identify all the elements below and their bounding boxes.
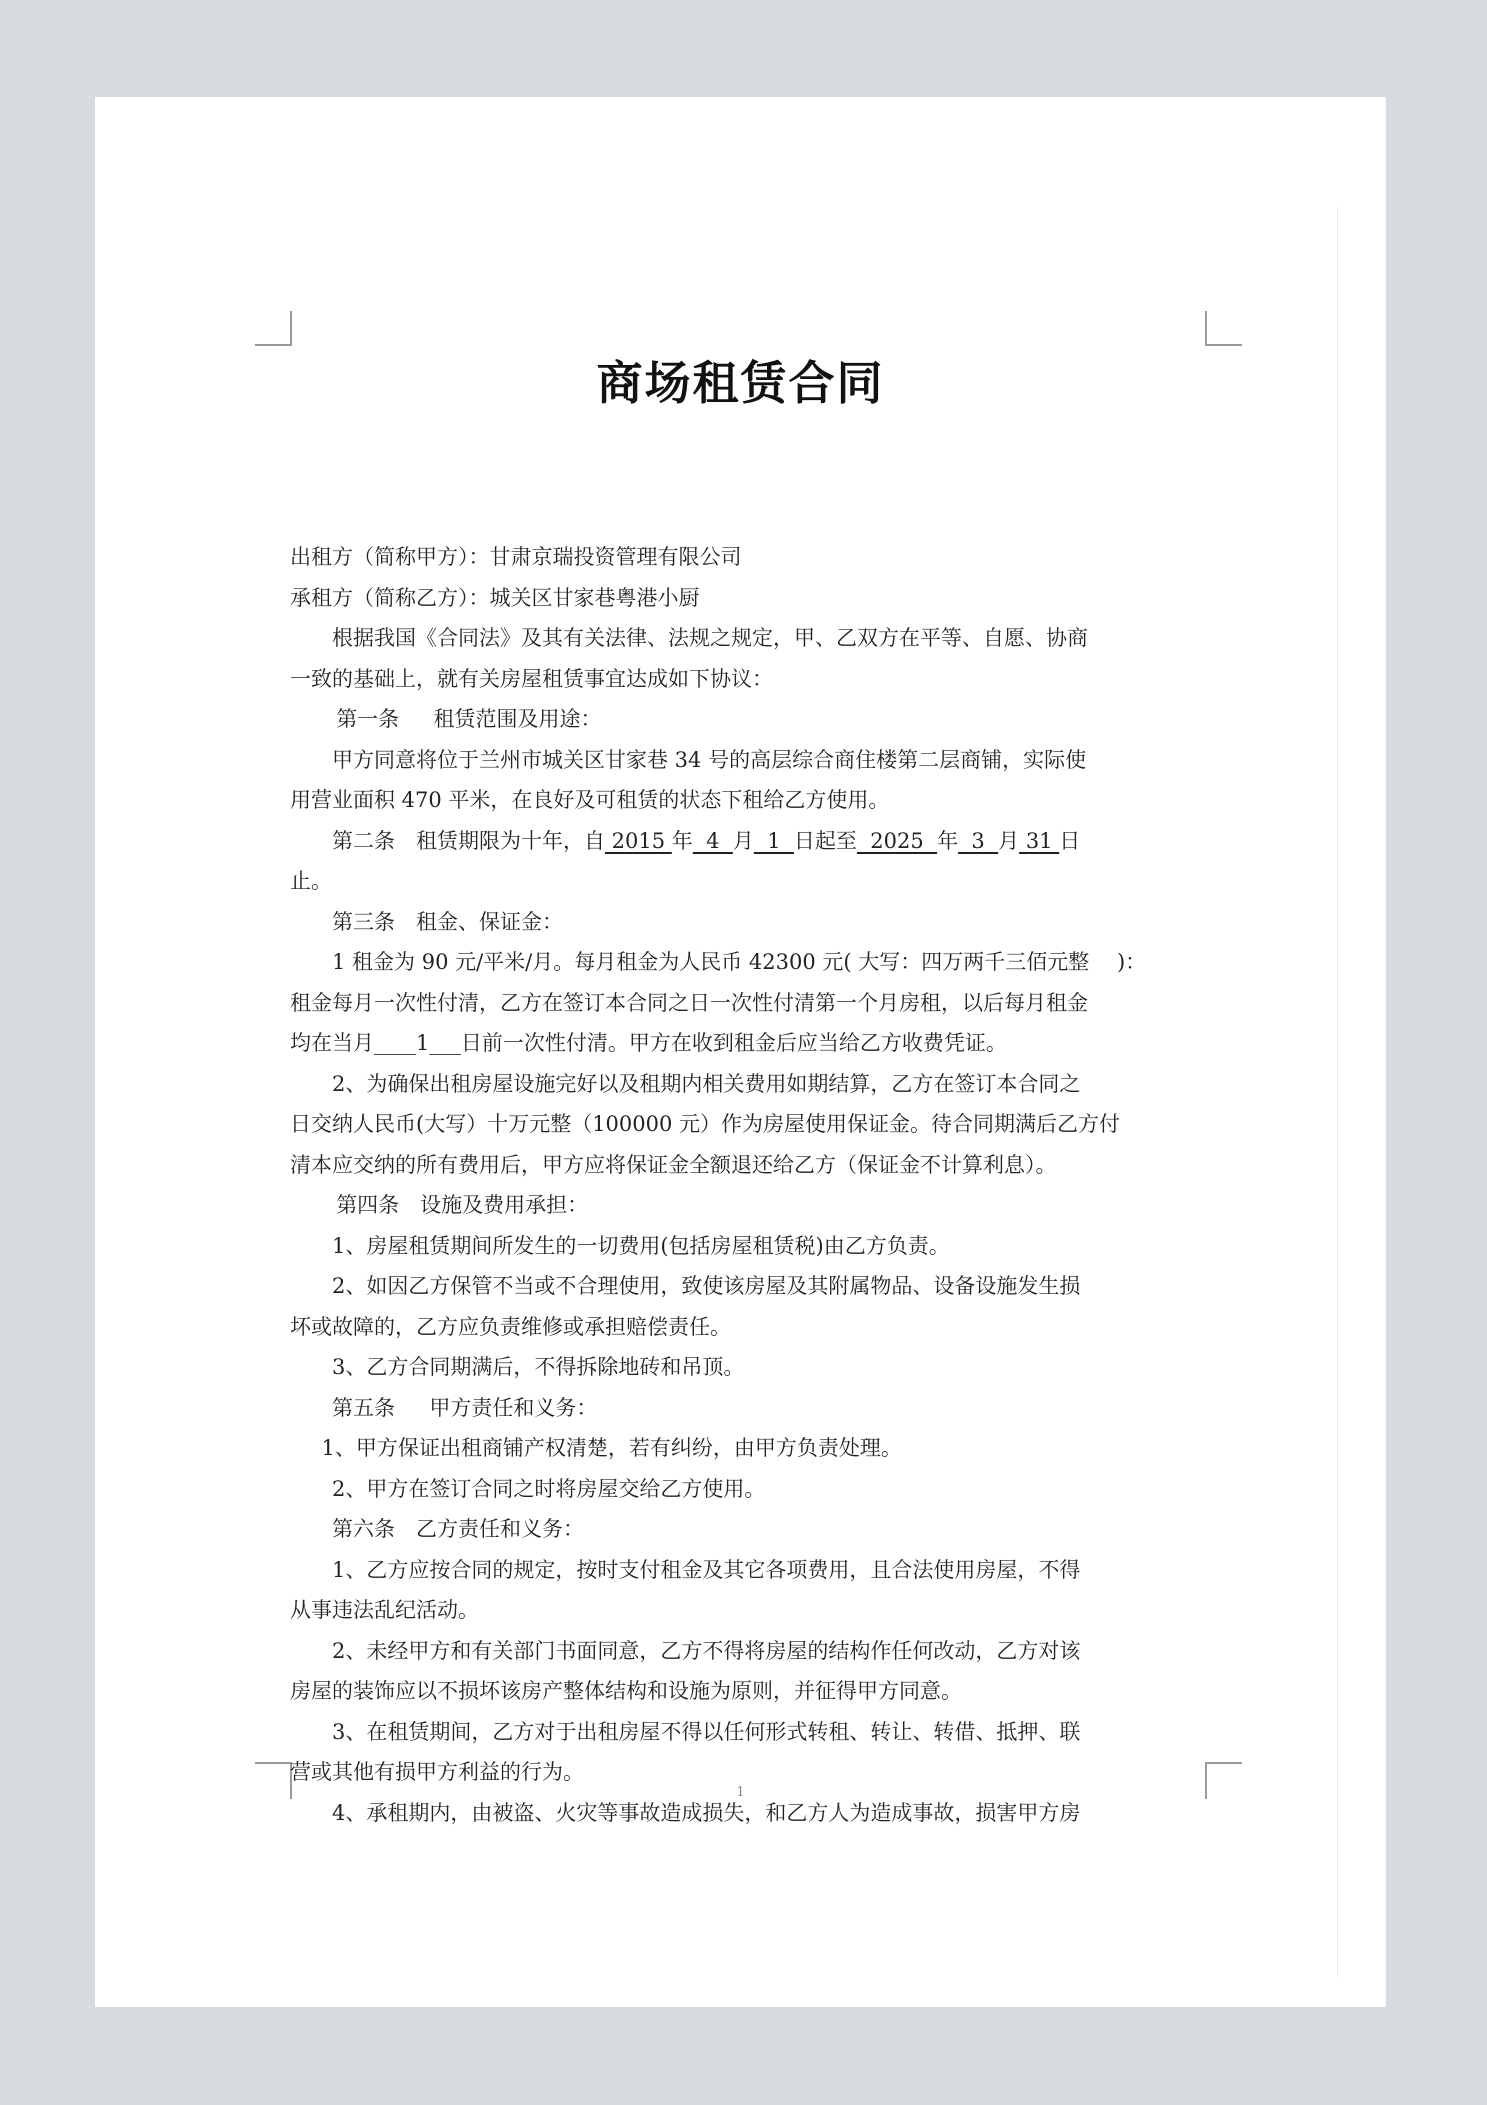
end-month-field: 3 [958, 828, 999, 853]
paragraph-line: 3、在租赁期间，乙方对于出租房屋不得以任何形式转租、转让、转借、抵押、联 [332, 1719, 1081, 1744]
article-heading: 第三条 租金、保证金： [332, 909, 563, 934]
crop-mark-top-left [255, 311, 292, 346]
party-a-line: 出租方（简称甲方）：甘肃京瑞投资管理有限公司 [290, 545, 742, 569]
document-title: 商场租赁合同 [596, 356, 885, 410]
article-heading: 第一条 租赁范围及用途： [336, 707, 602, 731]
crop-mark-top-right [1205, 311, 1242, 346]
paragraph-line: 甲方同意将位于兰州市城关区甘家巷 34 号的高层综合商住楼第二层商铺，实际使 [332, 747, 1087, 772]
paragraph-line: 房屋的装饰应以不损坏该房产整体结构和设施为原则，并征得甲方同意。 [290, 1679, 962, 1703]
lease-term-line [290, 821, 1205, 862]
paragraph-line [290, 1023, 1205, 1064]
paragraph-line: 2、为确保出租房屋设施完好以及租期内相关费用如期结算，乙方在签订本合同之 [332, 1071, 1081, 1096]
paragraph-line: 2、甲方在签订合同之时将房屋交给乙方使用。 [332, 1476, 766, 1501]
party-b-line: 承租方（简称乙方）：城关区甘家巷粤港小厨 [290, 585, 700, 610]
margin-guide [1337, 207, 1338, 1977]
paragraph-line: 用营业面积 470 平米，在良好及可租赁的状态下租给乙方使用。 [290, 788, 890, 812]
start-month-field: 4 [692, 828, 733, 853]
document-body [290, 537, 1205, 1833]
day-text: 日 [1059, 828, 1081, 853]
payment-day-suffix: 日前一次性付清。甲方在收到租金后应当给乙方收费凭证。 [460, 1031, 1007, 1055]
end-day-field: 31 [1019, 828, 1060, 853]
paragraph-line: 清本应交纳的所有费用后，甲方应将保证金全额退还给乙方（保证金不计算利息）。 [290, 1152, 1057, 1177]
article-heading: 第六条 乙方责任和义务： [332, 1517, 584, 1541]
payment-day-field: ____1___ [374, 1031, 461, 1055]
paragraph-line: 3、乙方合同期满后，不得拆除地砖和吊顶。 [332, 1355, 745, 1379]
end-year-field: 2025 [856, 828, 938, 853]
from-text: 日起至 [793, 828, 857, 853]
preamble-line: 根据我国《合同法》及其有关法律、法规之规定，甲、乙双方在平等、自愿、协商 [332, 626, 1088, 650]
paragraph-line: 止。 [290, 869, 332, 893]
paragraph-line: 租金每月一次性付清，乙方在签订本合同之日一次性付清第一个月房租，以后每月租金 [290, 990, 1088, 1015]
start-day-field: 1 [753, 828, 794, 853]
start-year-field: 2015 [605, 828, 672, 853]
payment-day-prefix: 均在当月 [290, 1031, 374, 1055]
month-text: 月 [998, 828, 1020, 853]
article-heading: 第四条 设施及费用承担： [336, 1193, 589, 1217]
paragraph-line: 日交纳人民币(大写）十万元整（100000 元）作为房屋使用保证金。待合同期满后乙方付 [290, 1112, 1121, 1136]
page-number: 1 [736, 1785, 745, 1800]
paragraph-line: 坏或故障的，乙方应负责维修或承担赔偿责任。 [290, 1314, 731, 1339]
paragraph-line: 2、未经甲方和有关部门书面同意，乙方不得将房屋的结构作任何改动，乙方对该 [332, 1638, 1081, 1663]
article-heading: 第五条 甲方责任和义务： [332, 1395, 598, 1420]
document-page [95, 97, 1386, 2007]
paragraph-line: 1、房屋租赁期间所发生的一切费用(包括房屋租赁税)由乙方负责。 [332, 1233, 950, 1258]
paragraph-line: 1、乙方应按合同的规定，按时支付租金及其它各项费用，且合法使用房屋，不得 [332, 1557, 1081, 1582]
paragraph-line: 1 租金为 90 元/平米/月。每月租金为人民币 42300 元( 大写：四万两千三佰元整 )： [332, 950, 1147, 974]
paragraph-line: 1、甲方保证出租商铺产权清楚，若有纠纷，由甲方负责处理。 [321, 1436, 902, 1460]
paragraph-line: 营或其他有损甲方利益的行为。 [290, 1760, 584, 1784]
paragraph-line: 4、承租期内，由被盗、火灾等事故造成损失，和乙方人为造成事故，损害甲方房 [332, 1800, 1081, 1825]
paragraph-line: 从事违法乱纪活动。 [290, 1598, 479, 1622]
year-text: 年 [671, 828, 693, 853]
year-text: 年 [937, 828, 959, 853]
month-text: 月 [732, 828, 754, 853]
lease-term-prefix: 第二条 租赁期限为十年，自 [332, 828, 605, 853]
preamble-line: 一致的基础上，就有关房屋租赁事宜达成如下协议： [290, 666, 773, 691]
paragraph-line: 2、如因乙方保管不当或不合理使用，致使该房屋及其附属物品、设备设施发生损 [332, 1274, 1081, 1298]
